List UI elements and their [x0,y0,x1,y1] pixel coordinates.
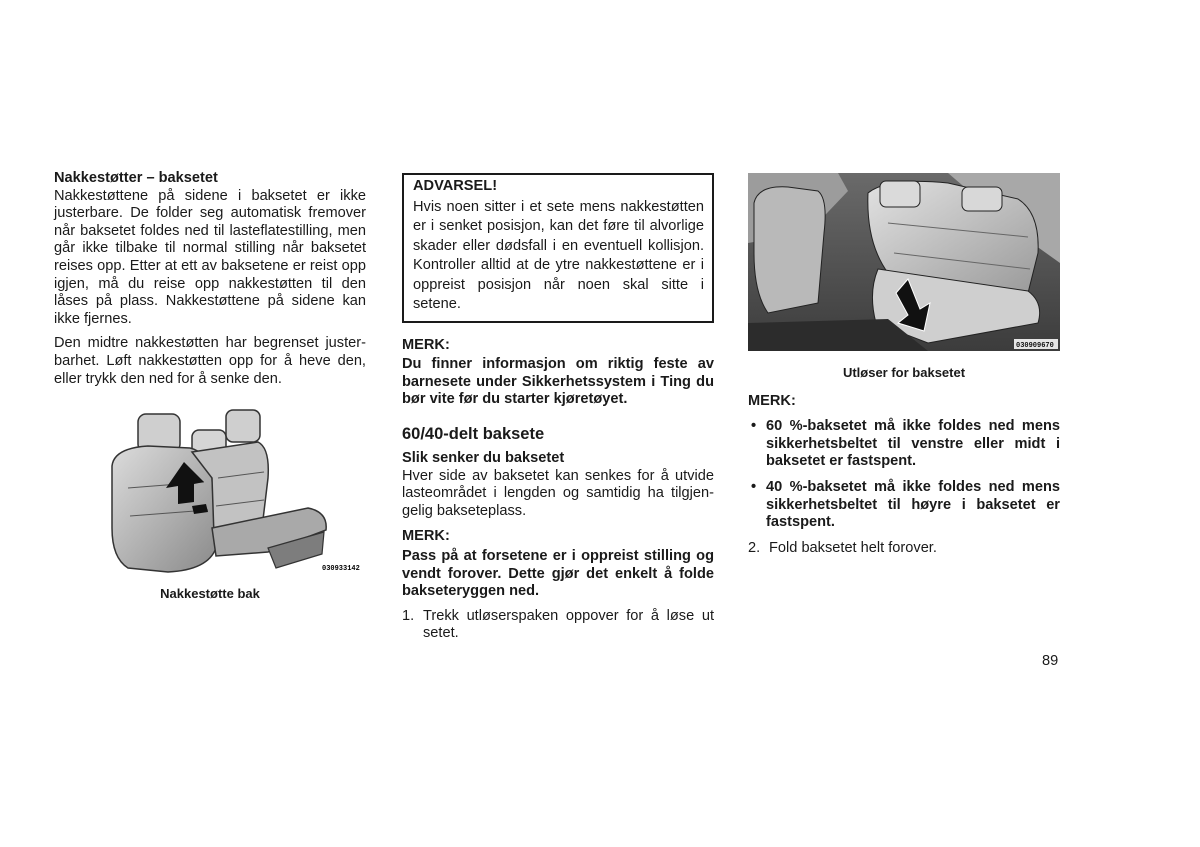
seat-release-figure [748,173,1060,351]
headrest-rear-paragraph-1: Nakkestøttene på sidene i baksetet er ikke justerbare. De folder seg automatisk fremover når baksetet foldes ned til lasteflatestilling, men går ikke tilbake til normal stilling når baksetet reises opp. Etter at ett av baksetene er reist opp igjen, må du reise opp nakkestøtten til den låses på plass. Nakkestøttene på sidene kan ikke fjernes. [54,187,366,327]
figure-code-left: 030933142 [322,565,360,573]
steps-list-2 [748,540,1060,558]
right-column [748,170,1060,557]
bullet-text-1: 60 %-baksetet må ikke foldes ned mens sikkerhetsbeltet til venstre eller midt i baksetet er fastspent. [766,418,1060,470]
sub-heading-lower-seat: Slik senker du baksetet [402,449,565,466]
warning-box [402,173,714,323]
seat-release-photo [748,173,1060,351]
section-title-split-rear-seat: 60/40-delt baksete [402,424,545,443]
step-2-number: 2. [748,539,761,556]
step-2-text: Fold baksetet helt forover. [769,539,937,556]
bullet-item-2 [748,479,1060,532]
warning-bullets [748,418,1060,532]
step-1-number: 1. [402,607,415,624]
rear-headrest-figure [108,408,366,576]
rear-seat-headrest-illustration [108,408,366,576]
middle-column [402,170,714,643]
headrest-rear-paragraph-2: Den midtre nakkestøtten har begrenset juster-barhet. Løft nakkestøtten opp for å heve den, eller trykk den ned for å senke den. [54,335,366,387]
sub-heading-text: Hver side av baksetet kan senkes for å utvide lasteområdet i lengden og samtidig ha tilgjen-gelig bakseteplass. [402,467,714,519]
step-2 [748,540,1060,558]
note-label-2: MERK: [402,528,450,545]
step-1-text: Trekk utløserspaken oppover for å løse ut setet. [423,607,714,642]
figure-code-right: 030909670 [1016,342,1054,350]
steps-list-1 [402,608,714,643]
headrest-rear-heading: Nakkestøtter – baksetet [54,170,218,186]
bullet-dot-1: • [751,418,757,435]
step-1 [402,608,714,643]
note-text-2: Pass på at forsetene er i oppreist stilling og vendt forover. Dette gjør det enkelt å folde bakseteryggen ned. [402,547,714,600]
bullet-dot-2: • [751,478,757,495]
note-label-1: MERK: [402,336,450,353]
note-label-3: MERK: [748,392,796,409]
note-text-1: Du finner informasjon om riktig feste av barnesete under Sikkerhetssystem i Ting du bør vite før du starter kjøretøyet. [402,356,714,408]
warning-title: ADVARSEL! [413,178,498,194]
figure-caption-left: Nakkestøtte bak [160,586,260,601]
left-column [54,170,366,388]
page-number: 89 [1042,653,1059,669]
figure-caption-right: Utløser for baksetet [842,365,966,380]
bullet-text-2: 40 %-baksetet må ikke foldes ned mens sikkerhetsbeltet til høyre i baksetet er fastspent. [766,478,1060,531]
warning-text: Hvis noen sitter i et sete mens nakkestøtten er i senket posisjon, kan det føre til alvorlige skader eller dødsfall i en eventuell kollisjon. Kontroller alltid at de ytre nakkestøttene er i oppreist posisjon når noen skal sitte i setene. [413,198,704,313]
bullet-item-1 [748,418,1060,471]
